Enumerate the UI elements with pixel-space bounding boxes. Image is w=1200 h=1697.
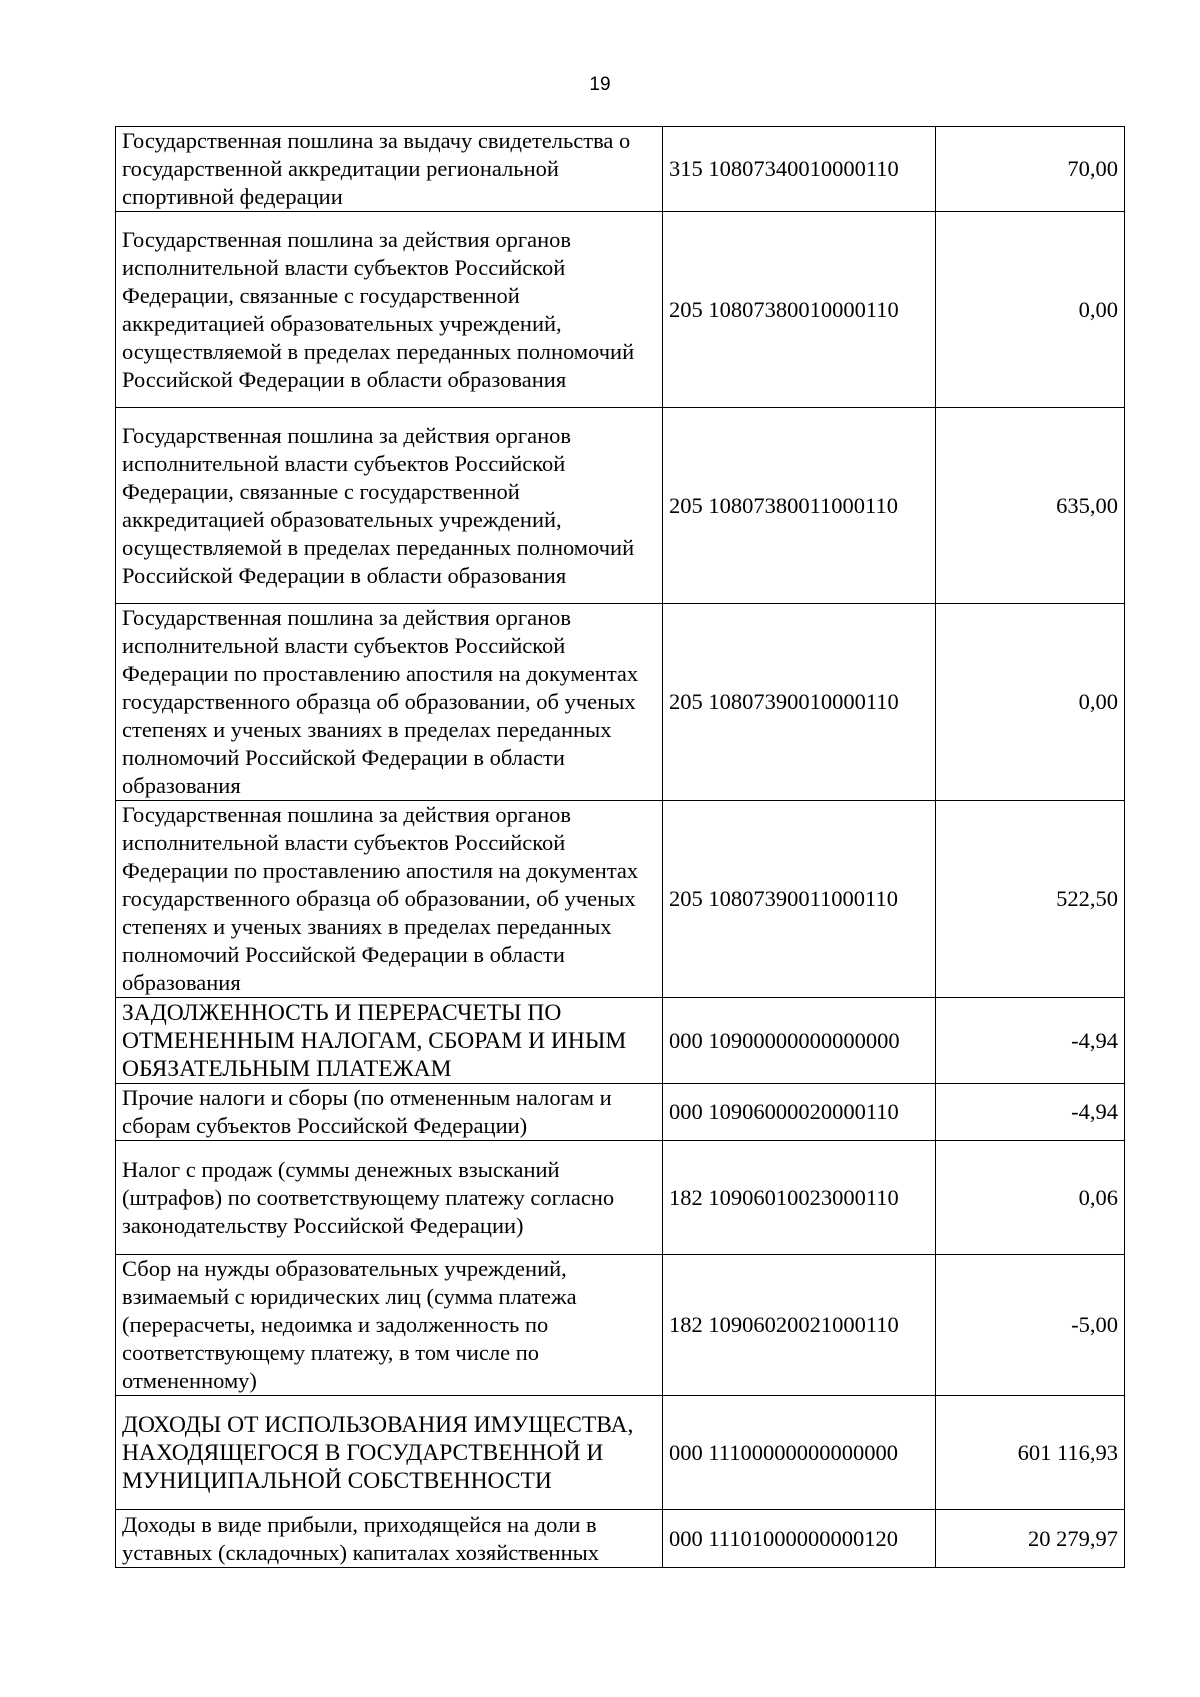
- revenue-name-cell: Прочие налоги и сборы (по отмененным налогам и сборам субъектов Российской Федерации): [116, 1084, 663, 1141]
- amount-cell: 522,50: [936, 801, 1125, 998]
- amount-cell: 70,00: [936, 127, 1125, 212]
- page-number: 19: [589, 74, 611, 95]
- revenue-name-cell: ЗАДОЛЖЕННОСТЬ И ПЕРЕРАСЧЕТЫ ПО ОТМЕНЕННЫМ НАЛОГАМ, СБОРАМ И ИНЫМ ОБЯЗАТЕЛЬНЫМ ПЛАТЕЖАМ: [116, 998, 663, 1084]
- table-row: [116, 1510, 1125, 1568]
- amount-cell: 635,00: [936, 408, 1125, 604]
- table-row-section-header: [116, 998, 1125, 1084]
- table-row: [116, 604, 1125, 801]
- revenue-name-cell: Государственная пошлина за выдачу свидетельства о государственной аккредитации региональной спортивной федерации: [116, 127, 663, 212]
- budget-code-cell: 000 11100000000000000: [663, 1396, 936, 1510]
- revenue-name-cell: Государственная пошлина за действия органов исполнительной власти субъектов Российской Федерации, связанные с государственной аккредитацией образовательных учреждений, осуществляемой в пределах переданных полномочий Российской Федерации в области образования: [116, 408, 663, 604]
- table-row: [116, 801, 1125, 998]
- amount-cell: 0,00: [936, 212, 1125, 408]
- amount-cell: 0,06: [936, 1141, 1125, 1255]
- budget-code-cell: 315 10807340010000110: [663, 127, 936, 212]
- amount-cell: 0,00: [936, 604, 1125, 801]
- revenue-name-cell: ДОХОДЫ ОТ ИСПОЛЬЗОВАНИЯ ИМУЩЕСТВА, НАХОДЯЩЕГОСЯ В ГОСУДАРСТВЕННОЙ И МУНИЦИПАЛЬНОЙ СОБСТВЕННОСТИ: [116, 1396, 663, 1510]
- budget-code-cell: 205 10807380010000110: [663, 212, 936, 408]
- table-row: [116, 408, 1125, 604]
- table-row-section-header: [116, 1396, 1125, 1510]
- revenue-name-cell: Налог с продаж (суммы денежных взысканий (штрафов) по соответствующему платежу согласно законодательству Российской Федерации): [116, 1141, 663, 1255]
- revenue-name-cell: Государственная пошлина за действия органов исполнительной власти субъектов Российской Федерации по проставлению апостиля на документах государственного образца об образовании, об ученых степенях и ученых званиях в пределах переданных полномочий Российской Федерации в области образования: [116, 604, 663, 801]
- amount-cell: -4,94: [936, 1084, 1125, 1141]
- table-row: [116, 127, 1125, 212]
- budget-code-cell: 205 10807380011000110: [663, 408, 936, 604]
- budget-code-cell: 205 10807390011000110: [663, 801, 936, 998]
- revenue-name-cell: Государственная пошлина за действия органов исполнительной власти субъектов Российской Федерации, связанные с государственной аккредитацией образовательных учреждений, осуществляемой в пределах переданных полномочий Российской Федерации в области образования: [116, 212, 663, 408]
- amount-cell: 20 279,97: [936, 1510, 1125, 1568]
- budget-code-cell: 000 10900000000000000: [663, 998, 936, 1084]
- amount-cell: -5,00: [936, 1255, 1125, 1396]
- revenue-name-cell: Сбор на нужды образовательных учреждений, взимаемый с юридических лиц (сумма платежа (перерасчеты, недоимка и задолженность по соответствующему платежу, в том числе по отмененному): [116, 1255, 663, 1396]
- budget-code-cell: 000 10906000020000110: [663, 1084, 936, 1141]
- revenue-table: [115, 126, 1125, 1568]
- table-row: [116, 1141, 1125, 1255]
- revenue-name-cell: Государственная пошлина за действия органов исполнительной власти субъектов Российской Федерации по проставлению апостиля на документах государственного образца об образовании, об ученых степенях и ученых званиях в пределах переданных полномочий Российской Федерации в области образования: [116, 801, 663, 998]
- budget-code-cell: 182 10906020021000110: [663, 1255, 936, 1396]
- amount-cell: -4,94: [936, 998, 1125, 1084]
- table-row: [116, 212, 1125, 408]
- table-row: [116, 1084, 1125, 1141]
- table-row: [116, 1255, 1125, 1396]
- budget-code-cell: 205 10807390010000110: [663, 604, 936, 801]
- budget-code-cell: 182 10906010023000110: [663, 1141, 936, 1255]
- amount-cell: 601 116,93: [936, 1396, 1125, 1510]
- revenue-name-cell: Доходы в виде прибыли, приходящейся на доли в уставных (складочных) капиталах хозяйственных: [116, 1510, 663, 1568]
- budget-code-cell: 000 11101000000000120: [663, 1510, 936, 1568]
